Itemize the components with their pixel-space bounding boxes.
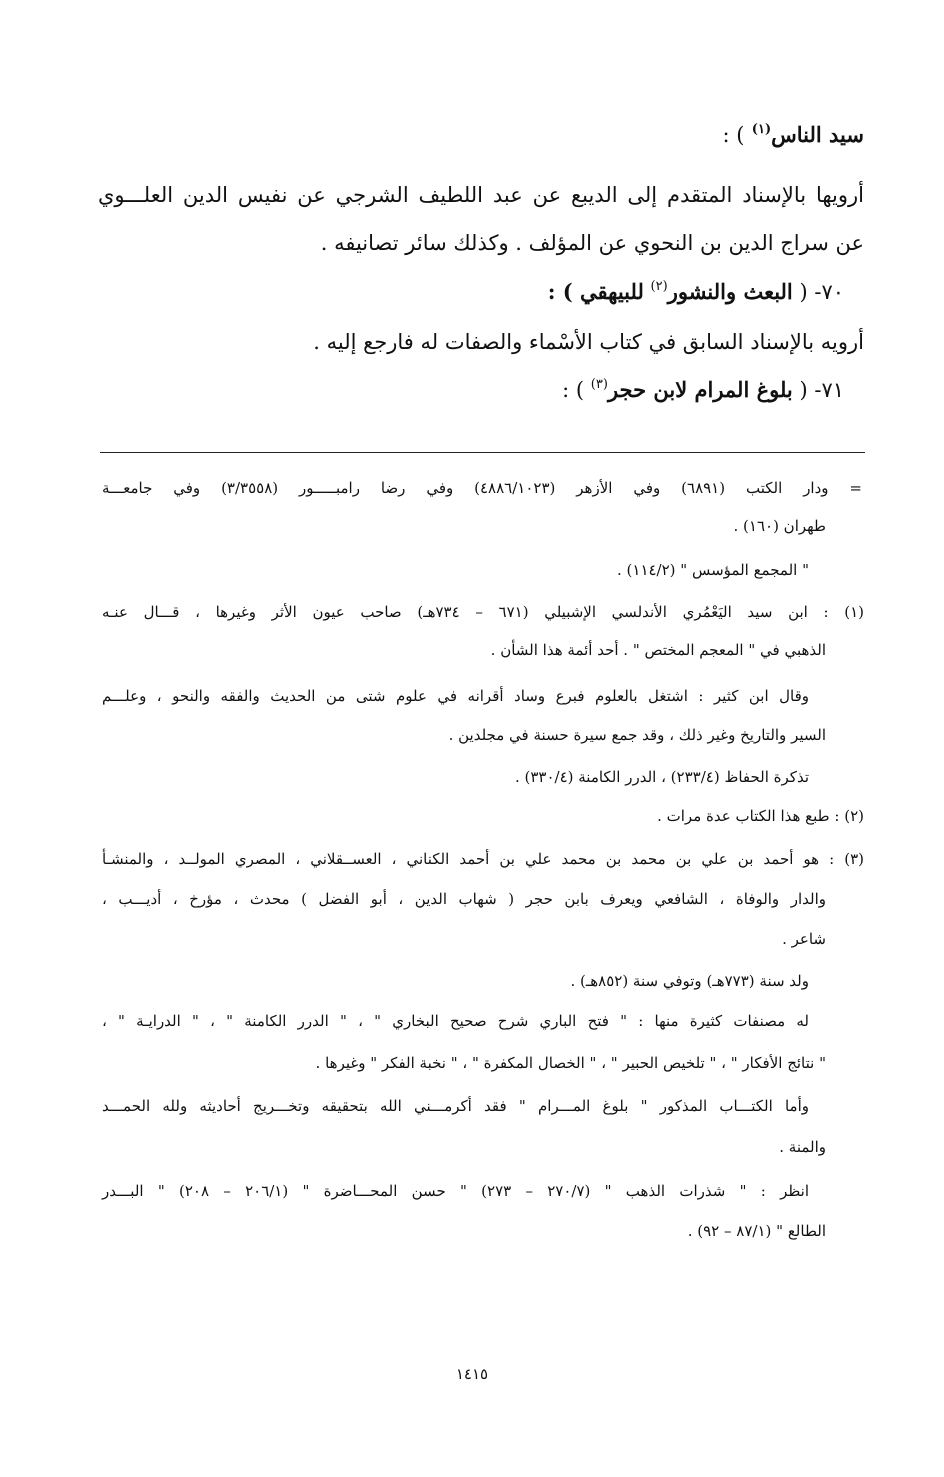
footnote-3-line: " نتائج الأفكار " ، " تلخيص الحبير " ، " الخصال المكفرة " ، " نخبة الفكر " وغيرها .	[315, 1054, 826, 1072]
section-heading	[723, 120, 864, 150]
heading-title: سيد الناس	[771, 122, 864, 147]
footnote-marker-1: (١)	[751, 121, 772, 137]
paragraph-line: عن سراج الدين بن النحوي عن المؤلف . وكذلك سائر تصانيفه .	[320, 231, 864, 255]
item-title-tail: للبيهقي ) :	[547, 279, 644, 304]
item-title: بلوغ المرام لابن حجر	[607, 377, 793, 402]
footnote-3-line: انظر : " شذرات الذهب " (٢٧٠/٧ – ٢٧٣) " حسن المحـــاضرة " (٢٠٦/١ – ٢٠٨) " البـــدر	[102, 1182, 809, 1200]
footnote-1-line: وقال ابن كثير : اشتغل بالعلوم فبرع وساد أقرانه في علوم شتى من الحديث والفقه والنحو ، وعلـــم	[102, 687, 809, 705]
footnote-marker-3: (٣)	[590, 376, 608, 392]
page-number: ١٤١٥	[455, 1365, 489, 1383]
paragraph-line: أرويه بالإسناد السابق في كتاب الأسْماء والصفات له فارجع إليه .	[313, 330, 864, 354]
footnote-3-line: والدار والوفاة ، الشافعي ويعرف بابن حجر ( شهاب الدين ، أبو الفضل ) محدث ، مؤرخ ، أديـــب ،	[102, 890, 826, 908]
item-70-heading	[548, 277, 844, 307]
footnote-3-line: الطالع " (٨٧/١ – ٩٢) .	[687, 1222, 826, 1240]
footnote-1-line: (١) : ابن سيد اليَعْمُري الأندلسي الإشبيلي (٦٧١ – ٧٣٤هـ) صاحب عيون الأثر وغيرها ، قـــال عنـه	[102, 603, 864, 621]
footnote-separator	[100, 452, 865, 453]
item-number: ٧٠- (	[799, 280, 844, 304]
item-title: البعث والنشور	[667, 279, 793, 304]
footnote-3-line: (٣) : هو أحمد بن علي بن محمد بن محمد علي بن أحمد الكناني ، العســقلاني ، المصري المولــد ، والمنشـأ	[102, 850, 864, 868]
heading-tail: ) :	[722, 123, 745, 147]
footnote-3-line: شاعر .	[782, 930, 826, 948]
footnote-3-line: ولد سنة (٧٧٣هـ) وتوفي سنة (٨٥٢هـ) .	[570, 972, 809, 990]
item-number: ٧١- (	[799, 378, 844, 402]
footnote-1-line: تذكرة الحفاظ (٢٣٣/٤) ، الدرر الكامنة (٣٣٠/٤) .	[514, 768, 809, 786]
footnote-3-line: وأما الكتـــاب المذكور " بلوغ المـــرام " فقد أكرمـــني الله بتحقيقه وتخـــريج أحاديثه ولله الحمـــد	[102, 1097, 809, 1115]
item-71-heading	[562, 375, 844, 405]
footnote-1-line: السير والتاريخ وغير ذلك ، وقد جمع سيرة حسنة في مجلدين .	[448, 726, 826, 744]
footnote-3-line: له مصنفات كثيرة منها : " فتح الباري شرح صحيح البخاري " ، " الدرر الكامنة " ، " الدرايـة " ،	[102, 1012, 809, 1030]
footnote-line: " المجمع المؤسس " (١١٤/٢) .	[617, 561, 809, 579]
paragraph-line: أرويها بالإسناد المتقدم إلى الديبع عن عبد اللطيف الشرجي عن نفيس الدين العلـــوي	[98, 183, 864, 207]
footnote-1-line: الذهبي في " المعجم المختص " . أحد أئمة هذا الشأن .	[490, 641, 826, 659]
footnote-marker-2: (٢)	[650, 278, 668, 294]
footnote-line: طهران (١٦٠) .	[733, 517, 826, 535]
footnote-2-line: (٢) : طبع هذا الكتاب عدة مرات .	[657, 807, 864, 825]
item-title-tail: ) :	[562, 378, 585, 402]
footnote-3-line: والمنة .	[779, 1138, 826, 1156]
footnote-line: = ودار الكتب (٦٨٩١) وفي الأزهر (٤٨٨٦/١٠٢٣) وفي رضا رامبـــــور (٣/٣٥٥٨) وفي جامعـــة	[102, 479, 862, 497]
